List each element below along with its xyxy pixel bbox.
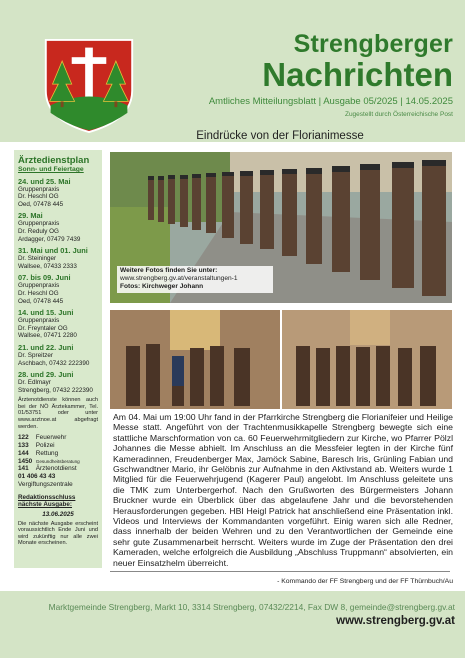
footer	[0, 591, 465, 658]
schedule-line: Dr. Freyntaler OG	[18, 324, 68, 332]
emergency-numbers	[18, 434, 98, 489]
schedule-date: 14. und 15. Juni	[18, 308, 74, 318]
schedule-line: Aschbach, 07432 222390	[18, 359, 90, 367]
redaktion-text: Die nächste Ausgabe erscheint voraussichtlich Ende Juni und wird zukünftig nur alle zwei Monate erscheinen.	[18, 520, 98, 547]
schedule-line: Strengberg, 07432 222390	[18, 386, 93, 394]
schedule-line: Wallsee, 07471 2280	[18, 332, 77, 340]
credit-text: Fotos: Kirchweger Johann	[120, 283, 204, 291]
schedule-entry	[18, 370, 98, 394]
emergency-number: 01 406 43 43	[18, 473, 56, 481]
photo-credit	[120, 283, 270, 291]
emergency-label: Vergiftungszentrale	[18, 481, 73, 489]
schedule-date: 24. und 25. Mai	[18, 176, 71, 186]
schedule-line: Oed, 07478 445	[18, 200, 64, 208]
emergency-number: 141	[18, 465, 29, 473]
schedule-entry	[18, 177, 98, 209]
schedule-entry	[18, 273, 98, 305]
schedule-line: Oed, 07478 445	[18, 297, 64, 305]
schedule-line: Dr. Edlmayr	[18, 379, 51, 387]
sidebar-subtitle: Sonn- und Feiertage	[18, 166, 84, 173]
church-group-photo	[110, 310, 452, 409]
schedule-line: Wallsee, 07433 2333	[18, 262, 77, 270]
caption-line	[120, 267, 270, 275]
schedule-line: Gruppenpraxis	[18, 282, 60, 290]
schedule-date: 29. Mai	[18, 211, 43, 221]
emergency-row	[18, 473, 98, 481]
redaktion-date: 13.06.2025	[42, 511, 74, 519]
schedule-date: 21. und 22. Juni	[18, 342, 74, 352]
emergency-row	[18, 465, 98, 473]
schedule-line: Ardagger, 07479 7439	[18, 235, 81, 243]
emergency-row	[18, 434, 98, 442]
schedule-line: Dr. Heschl OG	[18, 289, 59, 297]
photo-caption	[117, 266, 273, 293]
schedule-line: Gruppenpraxis	[18, 185, 60, 193]
emergency-number: 133	[18, 442, 29, 450]
emergency-number: 1450	[18, 457, 33, 465]
emergency-row	[18, 481, 98, 489]
doctor-schedule-sidebar	[14, 150, 102, 568]
masthead-title-line1: Strengberger	[293, 30, 453, 58]
postal-note: Zugestellt durch Österreichische Post	[344, 111, 453, 118]
strengberg-crest-icon	[40, 38, 138, 134]
emergency-label: Feuerwehr	[35, 434, 67, 442]
schedule-entry	[18, 343, 98, 367]
emergency-number: 122	[18, 434, 29, 442]
masthead-title-line2: Nachrichten	[262, 56, 453, 93]
schedule-entry	[18, 211, 98, 243]
article-signature: - Kommando der FF Strengberg und der FF Thürnbuch/Au	[277, 578, 453, 585]
footer-address: Marktgemeinde Strengberg, Markt 10, 3314 Strengberg, 07432/2214, Fax DW 8, gemeinde@strengberg.gv.at	[48, 602, 455, 612]
redaktion-title: Redaktionsschluss nächste Ausgabe:	[18, 493, 76, 509]
schedule-line: Dr. Spreitzer	[18, 351, 53, 359]
divider	[110, 571, 450, 572]
emergency-label: Gesundheitsberatung	[35, 458, 80, 464]
caption-link[interactable]: www.strengberg.gv.at/veranstaltungen-1	[120, 275, 238, 283]
sidebar-title: Ärztedienstplan	[18, 155, 90, 166]
emergency-label: Ärztenotdienst	[35, 465, 77, 473]
schedule-line: Dr. Steininger	[18, 255, 57, 263]
schedule-date: 07. bis 09. Juni	[18, 273, 71, 283]
article-body: Am 04. Mai um 19:00 Uhr fand in der Pfarrkirche Strengberg die Florianifeier und Heilige Messe statt. Angeführt von der Trachtenmusikkapelle Strengberg bewegte sich eine stattliche Marschformation von ca. 60 Feuerwehrmitgliedern zur Kirche, wo Pfarrer Pölzl Johannes die Messe abhielt. Im Anschluss an die Messfeier legten in der Kirche fünf Kameradinnen, Freudenberger Max, Jamöck Sabine, Baresch Iris, Grünling Fabian und Gschwandtner Mario, ihr Gelöbnis zur Aufnahme in den Aktivstand ab. Weiters wurde 1 Mitglied für die Feuerwehrjugend (Kagerer Paul) angelobt. Im Anschluss geleitete uns die TMK zum Unterbergerhof. Nach den Grußworten des Bürgermeisters Johann Bruckner wurde ein Überblick über das abgelaufene Jahr und die bevorstehenden Herausforderungen gegeben. HBI Heigl Patrick hat anschließend eine Präsentation inkl. Videos und Interviews der Kommandanten vorgeführt. Einig waren sich alle Redner, dass innerhalb der beiden Wehren und zu den Verantwortlichen der Gemeinde eine sehr gute Zusammenarbeit herrscht. Weiters wurde im Zuge der Präsentation den drei Kameraden, welche erfolgreich die Ausbildung „Abschluss Truppmann“ absolvierten, ein neuer Einsatzhelm überreicht.	[113, 412, 453, 568]
issue-info: Amtliches Mitteilungsblatt | Ausgabe 05/2025 | 14.05.2025	[208, 96, 453, 107]
schedule-line: Dr. Heschl OG	[18, 193, 59, 201]
masthead	[0, 0, 465, 142]
article-title: Eindrücke von der Florianimesse	[196, 130, 364, 142]
schedule-date: 31. Mai und 01. Juni	[18, 246, 88, 256]
emergency-number: 144	[18, 449, 29, 457]
doctor-note: Ärztenotdienste können auch bei der NÖ Ärztekammer, Tel. 01/53751 oder unter www.arztnoe.at abgefragt werden.	[18, 397, 98, 430]
caption-text: Weitere Fotos finden Sie unter:	[120, 267, 218, 274]
emergency-row	[18, 450, 98, 458]
schedule-date: 28. und 29. Juni	[18, 370, 74, 380]
schedule-line: Gruppenpraxis	[18, 220, 60, 228]
schedule-entry	[18, 308, 98, 340]
footer-website-link[interactable]: www.strengberg.gv.at	[336, 615, 455, 627]
schedule-entry	[18, 246, 98, 270]
emergency-row	[18, 442, 98, 450]
schedule-line: Dr. Reduly OG	[18, 227, 59, 235]
schedule-line: Gruppenpraxis	[18, 317, 60, 325]
emergency-label: Rettung	[35, 449, 59, 457]
emergency-label: Polizei	[35, 442, 55, 450]
